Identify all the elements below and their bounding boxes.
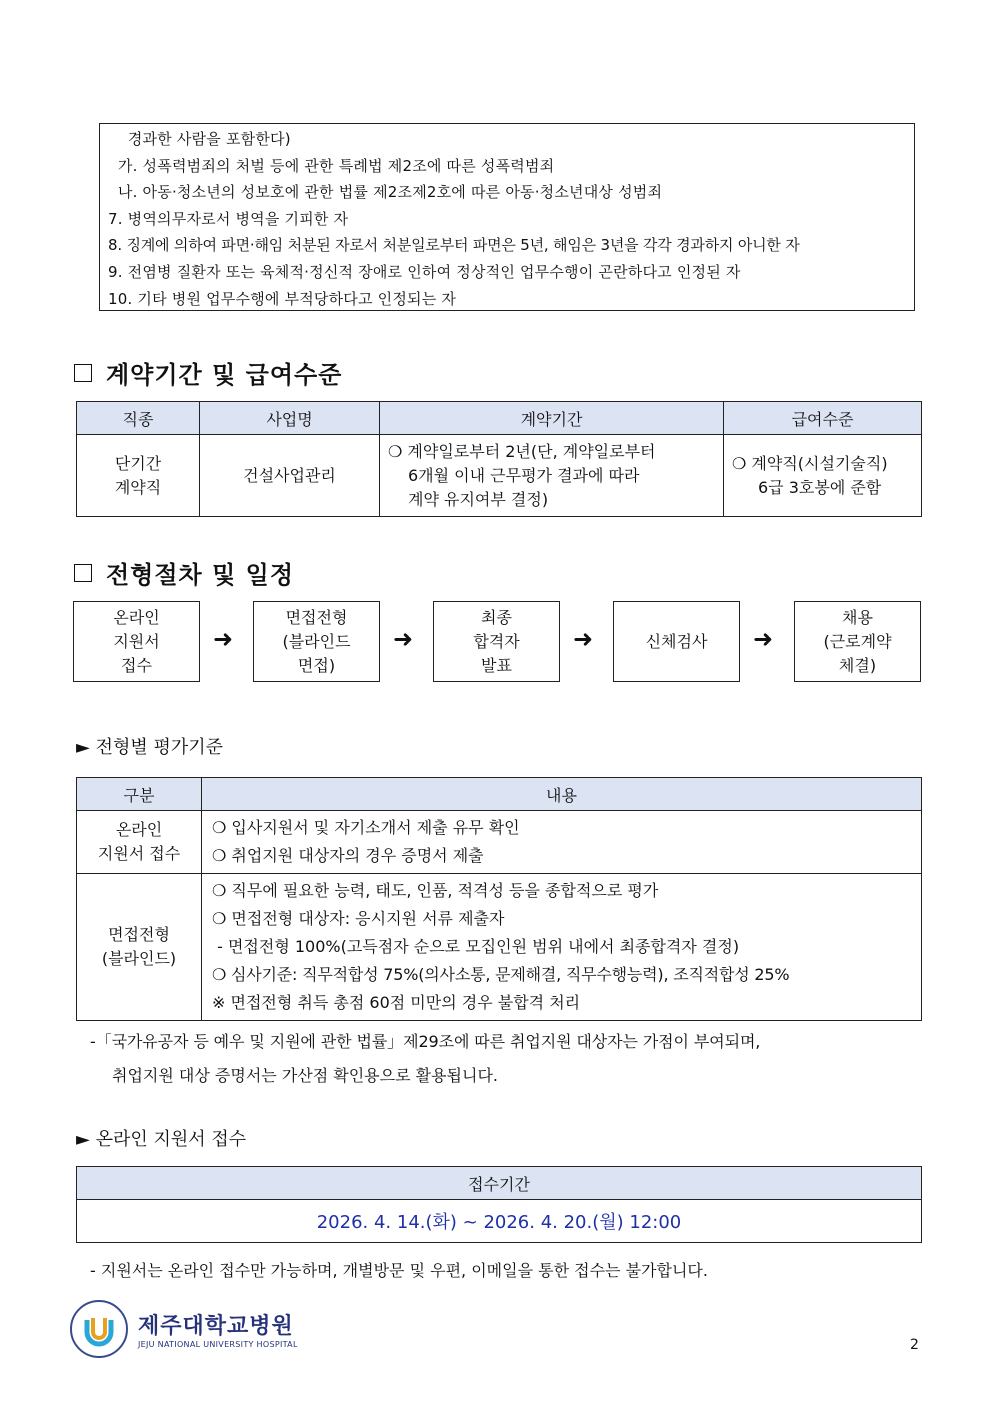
- checkbox-square-icon: [74, 364, 92, 382]
- step-line: 체결): [838, 655, 877, 675]
- content-item: ❍ 입사지원서 및 자기소개서 제출 유무 확인: [212, 818, 520, 837]
- flow-step-hire: [794, 601, 921, 682]
- header-content: 내용: [202, 778, 922, 811]
- checkbox-square-icon: [74, 564, 92, 582]
- list-line: 7. 병역의무자로서 병역을 기피한 자: [108, 209, 349, 228]
- hospital-logo: [70, 1300, 298, 1358]
- section-heading-contract: [74, 355, 342, 390]
- header-period: 접수기간: [77, 1167, 922, 1200]
- content-item: ❍ 면접전형 대상자: 응시지원 서류 제출자: [212, 909, 505, 928]
- disqualification-list-box: [99, 123, 915, 311]
- step-line: 최종: [481, 607, 512, 627]
- logo-english-text: JEJU NATIONAL UNIVERSITY HOSPITAL: [138, 1340, 298, 1349]
- step-line: 채용: [842, 607, 873, 627]
- job-cell: [77, 435, 200, 517]
- step-line: 면접): [297, 655, 336, 675]
- salary-cell: [724, 435, 922, 517]
- list-line: 10. 기타 병원 업무수행에 부적당하다고 인정되는 자: [108, 289, 457, 308]
- step-line: 온라인: [113, 607, 160, 627]
- content-online: [202, 811, 922, 874]
- arrow-icon: ➜: [573, 625, 594, 653]
- category-line: 지원서 접수: [97, 844, 181, 863]
- step-line: (근로계약: [823, 631, 892, 651]
- arrow-icon: ➜: [393, 625, 414, 653]
- list-line: 경과한 사람을 포함한다): [108, 130, 291, 148]
- category-interview: [77, 874, 202, 1021]
- project-cell: 건설사업관리: [200, 435, 380, 517]
- category-line: 면접전형: [108, 925, 170, 944]
- list-line: 나. 아동·청소년의 성보호에 관한 법률 제2조제2호에 따른 아동·청소년대상 성범죄: [108, 183, 663, 202]
- contract-table: [76, 401, 922, 517]
- evaluation-table: [76, 777, 922, 1021]
- section-heading-process: [74, 555, 294, 590]
- content-item: ※ 면접전형 취득 총점 60점 미만의 경우 불합격 처리: [212, 993, 581, 1012]
- step-line: 접수: [121, 655, 152, 675]
- header-job: 직종: [77, 402, 200, 435]
- header-salary: 급여수준: [724, 402, 922, 435]
- header-project: 사업명: [200, 402, 380, 435]
- period-line: ❍ 계약일로부터 2년(단, 계약일로부터: [388, 441, 656, 461]
- job-line: 계약직: [114, 477, 162, 497]
- category-line: (블라인드): [101, 949, 177, 968]
- period-cell: [380, 435, 724, 517]
- step-line: 면접전형: [285, 607, 348, 627]
- list-line: 9. 전염병 질환자 또는 육체적·정신적 장애로 인하여 정상적인 업무수행이 곤란하다고 인정된 자: [108, 262, 741, 281]
- salary-line: 6급 3호봉에 준함: [758, 477, 882, 497]
- period-line: 6개월 이내 근무평가 결과에 따라: [408, 465, 640, 485]
- section-title: 전형절차 및 일정: [106, 561, 294, 589]
- job-line: 단기간: [114, 453, 162, 473]
- period-value: 2026. 4. 14.(화) ~ 2026. 4. 20.(월) 12:00: [77, 1200, 922, 1243]
- eval-note-line: -「국가유공자 등 예우 및 지원에 관한 법률」제29조에 따른 취업지원 대상자는 가점이 부여되며,: [90, 1032, 761, 1051]
- online-note: - 지원서는 온라인 접수만 가능하며, 개별방문 및 우편, 이메일을 통한 접수는 불가합니다.: [90, 1261, 708, 1280]
- section-title: 계약기간 및 급여수준: [106, 361, 343, 389]
- content-item: ❍ 취업지원 대상자의 경우 증명서 제출: [212, 846, 484, 865]
- category-line: 온라인: [115, 820, 163, 839]
- eval-subtitle: ► 전형별 평가기준: [76, 737, 224, 758]
- step-line: 지원서: [113, 631, 160, 651]
- process-flow: [73, 601, 921, 682]
- step-line: 발표: [481, 655, 512, 675]
- logo-korean-text: 제주대학교병원: [138, 1314, 294, 1339]
- content-item: ❍ 직무에 필요한 능력, 태도, 인품, 적격성 등을 종합적으로 평가: [212, 881, 659, 900]
- salary-line: ❍ 계약직(시설기술직): [732, 453, 888, 473]
- period-line: 계약 유지여부 결정): [408, 489, 549, 509]
- flow-step-interview: [253, 601, 380, 682]
- step-line: (블라인드: [282, 631, 351, 651]
- list-line: 8. 징계에 의하여 파면·해임 처분된 자로서 처분일로부터 파면은 5년, 해임은 3년을 각각 경과하지 아니한 자: [108, 236, 800, 255]
- content-item: - 면접전형 100%(고득점자 순으로 모집인원 범위 내에서 최종합격자 결정): [212, 937, 740, 956]
- page-number: 2: [910, 1337, 919, 1353]
- eval-note-line: 취업지원 대상 증명서는 가산점 확인용으로 활용됩니다.: [112, 1066, 499, 1085]
- header-category: 구분: [77, 778, 202, 811]
- application-period-table: [76, 1166, 922, 1243]
- step-line: 신체검사: [645, 631, 708, 651]
- content-item: ❍ 심사기준: 직무적합성 75%(의사소통, 문제해결, 직무수행능력), 조직적합성 25%: [212, 965, 790, 984]
- category-online: [77, 811, 202, 874]
- arrow-icon: ➜: [753, 625, 774, 653]
- list-line: 가. 성폭력범죄의 처벌 등에 관한 특례법 제2조에 따른 성폭력범죄: [108, 156, 555, 175]
- flow-step-medical: [613, 601, 740, 682]
- content-interview: [202, 874, 922, 1021]
- step-line: 합격자: [473, 631, 520, 651]
- flow-step-final: [433, 601, 560, 682]
- header-period: 계약기간: [380, 402, 724, 435]
- flow-step-online: [73, 601, 200, 682]
- online-subtitle: ► 온라인 지원서 접수: [76, 1129, 247, 1150]
- arrow-icon: ➜: [213, 625, 234, 653]
- logo-emblem-icon: [70, 1300, 128, 1358]
